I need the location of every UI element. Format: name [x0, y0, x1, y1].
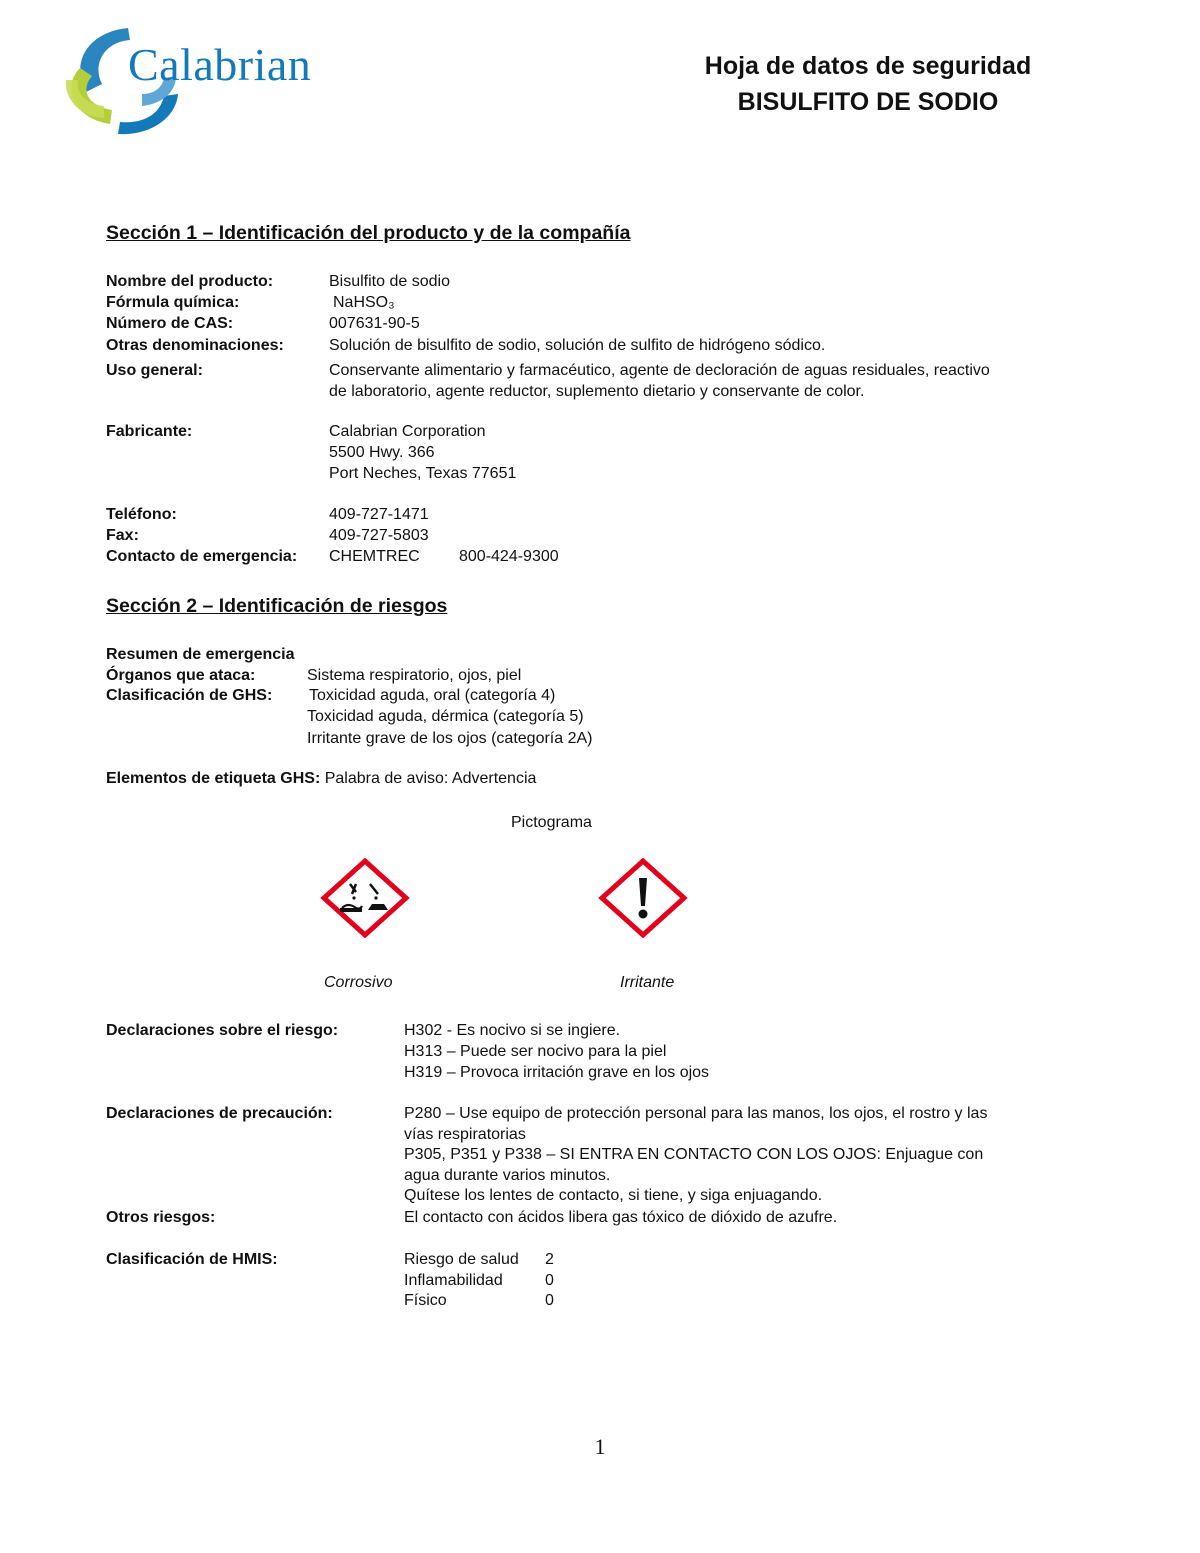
manufacturer-name: Calabrian Corporation [329, 423, 486, 440]
product-title: BISULFITO DE SODIO [737, 88, 999, 116]
precaution-statement-line: P280 – Use equipo de protección personal para las manos, los ojos, el rostro y las [404, 1105, 988, 1122]
manufacturer-label: Fabricante: [106, 423, 193, 440]
pictogram-heading: Pictograma [511, 814, 592, 831]
other-risks-label: Otros riesgos: [106, 1209, 216, 1226]
use-value-line-2: de laboratorio, agente reductor, suplemento dietario y conservante de color. [329, 383, 865, 400]
hazard-statements-label: Declaraciones sobre el riesgo: [106, 1022, 339, 1039]
emergency-summary-label: Resumen de emergencia [106, 646, 295, 663]
emergency-contact-phone: 800-424-9300 [459, 548, 559, 565]
target-organs-value: Sistema respiratorio, ojos, piel [307, 667, 522, 684]
fax-value: 409-727-5803 [329, 527, 429, 544]
hmis-label: Clasificación de HMIS: [106, 1251, 278, 1268]
target-organs-label: Órganos que ataca: [106, 667, 256, 684]
pictogram-caption-corrosive: Corrosivo [324, 974, 393, 991]
logo-wordmark: Calabrian [128, 39, 312, 90]
emergency-contact-name: CHEMTREC [329, 548, 420, 565]
document-type-title: Hoja de datos de seguridad [704, 52, 1032, 80]
corrosive-icon [320, 858, 410, 938]
cas-label: Número de CAS: [106, 315, 234, 332]
hmis-item-value: 0 [545, 1272, 554, 1289]
use-value-line-1: Conservante alimentario y farmacéutico, agente de decloración de aguas residuales, reactivo [329, 362, 990, 379]
ghs-classification-item: Toxicidad aguda, dérmica (categoría 5) [307, 708, 584, 725]
other-risks-value: El contacto con ácidos libera gas tóxico de dióxido de azufre. [404, 1209, 838, 1226]
formula-label: Fórmula química: [106, 294, 240, 311]
manufacturer-city: Port Neches, Texas 77651 [329, 465, 517, 482]
hazard-statement: H302 - Es nocivo si se ingiere. [404, 1022, 621, 1039]
product-name-value: Bisulfito de sodio [329, 273, 450, 290]
other-names-value: Solución de bisulfito de sodio, solución de sulfito de hidrógeno sódico. [329, 337, 826, 354]
emergency-contact-label: Contacto de emergencia: [106, 548, 298, 565]
phone-label: Teléfono: [106, 506, 177, 523]
hmis-item-name: Riesgo de salud [404, 1251, 519, 1268]
product-name-label: Nombre del producto: [106, 273, 274, 290]
hmis-item-value: 2 [545, 1251, 554, 1268]
hazard-statement: H313 – Puede ser nocivo para la piel [404, 1043, 667, 1060]
ghs-classification-label: Clasificación de GHS: [106, 687, 273, 704]
hmis-item-name: Físico [404, 1292, 447, 1309]
page-number: 1 [594, 1434, 606, 1459]
ghs-classification-item: Irritante grave de los ojos (categoría 2A) [307, 730, 593, 747]
pictogram-caption-irritant: Irritante [620, 974, 675, 991]
precaution-statements-label: Declaraciones de precaución: [106, 1105, 333, 1122]
ghs-label-elements-value: Palabra de aviso: Advertencia [324, 770, 537, 787]
hazard-statement: H319 – Provoca irritación grave en los ojos [404, 1064, 710, 1081]
precaution-statement-line: P305, P351 y P338 – SI ENTRA EN CONTACTO CON LOS OJOS: Enjuague con [404, 1146, 984, 1163]
precaution-statement-line: agua durante varios minutos. [404, 1167, 611, 1184]
section-1-title: Sección 1 – Identificación del producto y de la compañía [106, 222, 631, 244]
ghs-classification-item: Toxicidad aguda, oral (categoría 4) [309, 687, 556, 704]
section-2-title: Sección 2 – Identificación de riesgos [106, 595, 448, 617]
other-names-label: Otras denominaciones: [106, 337, 284, 354]
manufacturer-street: 5500 Hwy. 366 [329, 444, 435, 461]
hmis-item-value: 0 [545, 1292, 554, 1309]
precaution-statement-line: Quítese los lentes de contacto, si tiene, y siga enjuagando. [404, 1187, 823, 1204]
phone-value: 409-727-1471 [329, 506, 429, 523]
hmis-item-name: Inflamabilidad [404, 1272, 503, 1289]
cas-value: 007631-90-5 [329, 315, 420, 332]
formula-value: NaHSO₃ [333, 294, 395, 311]
ghs-label-elements-label: Elementos de etiqueta GHS: [106, 770, 321, 787]
ghs-label-elements [106, 770, 536, 788]
precaution-statement-line: vías respiratorias [404, 1126, 526, 1143]
exclamation-icon [598, 858, 688, 938]
use-label: Uso general: [106, 362, 203, 379]
fax-label: Fax: [106, 527, 139, 544]
